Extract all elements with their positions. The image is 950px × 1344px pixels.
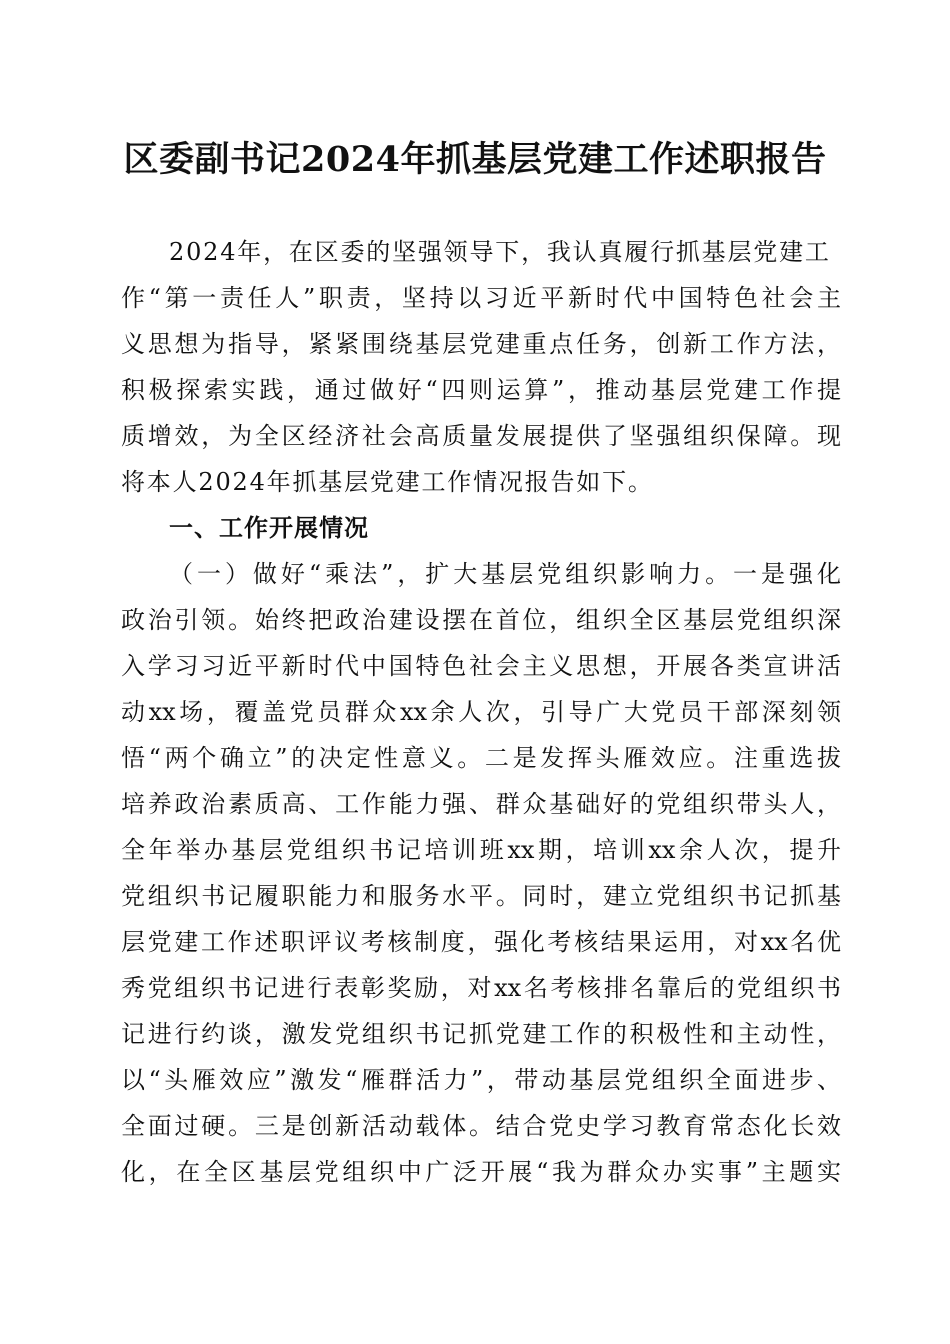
paragraph-line: 化，在全区基层党组织中广泛开展“我为群众办实事”主题实: [121, 1158, 841, 1186]
section-heading: 一、工作开展情况: [169, 514, 369, 542]
paragraph-line: 义思想为指导，紧紧围绕基层党建重点任务，创新工作方法，: [121, 330, 841, 358]
paragraph-line: 记进行约谈，激发党组织书记抓党建工作的积极性和主动性，: [121, 1020, 841, 1048]
paragraph-line: 入学习习近平新时代中国特色社会主义思想，开展各类宣讲活: [121, 652, 841, 680]
paragraph-line: 党组织书记履职能力和服务水平。同时，建立党组织书记抓基: [121, 882, 841, 910]
paragraph-line: 积极探索实践，通过做好“四则运算”，推动基层党建工作提: [121, 376, 841, 404]
paragraph-line: 全面过硬。三是创新活动载体。结合党史学习教育常态化长效: [121, 1112, 841, 1140]
paragraph-line: 层党建工作述职评议考核制度，强化考核结果运用，对xx名优: [121, 928, 841, 956]
paragraph-line: 以“头雁效应”激发“雁群活力”，带动基层党组织全面进步、: [121, 1066, 841, 1094]
paragraph-line: 全年举办基层党组织书记培训班xx期，培训xx余人次，提升: [121, 836, 841, 864]
paragraph-line: 秀党组织书记进行表彰奖励，对xx名考核排名靠后的党组织书: [121, 974, 841, 1002]
document-title: 区委副书记2024年抓基层党建工作述职报告: [123, 139, 827, 180]
paragraph-line: 培养政治素质高、工作能力强、群众基础好的党组织带头人，: [121, 790, 841, 818]
paragraph-line: （一）做好“乘法”，扩大基层党组织影响力。一是强化: [169, 560, 841, 588]
paragraph-line: 政治引领。始终把政治建设摆在首位，组织全区基层党组织深: [121, 606, 841, 634]
paragraph-line: 2024年，在区委的坚强领导下，我认真履行抓基层党建工: [169, 238, 831, 266]
paragraph-line: 动xx场，覆盖党员群众xx余人次，引导广大党员干部深刻领: [121, 698, 841, 726]
paragraph-line: 将本人2024年抓基层党建工作情况报告如下。: [121, 468, 654, 496]
paragraph-line: 作“第一责任人”职责，坚持以习近平新时代中国特色社会主: [121, 284, 841, 312]
paragraph-line: 质增效，为全区经济社会高质量发展提供了坚强组织保障。现: [121, 422, 841, 450]
paragraph-line: 悟“两个确立”的决定性意义。二是发挥头雁效应。注重选拔: [121, 744, 841, 772]
